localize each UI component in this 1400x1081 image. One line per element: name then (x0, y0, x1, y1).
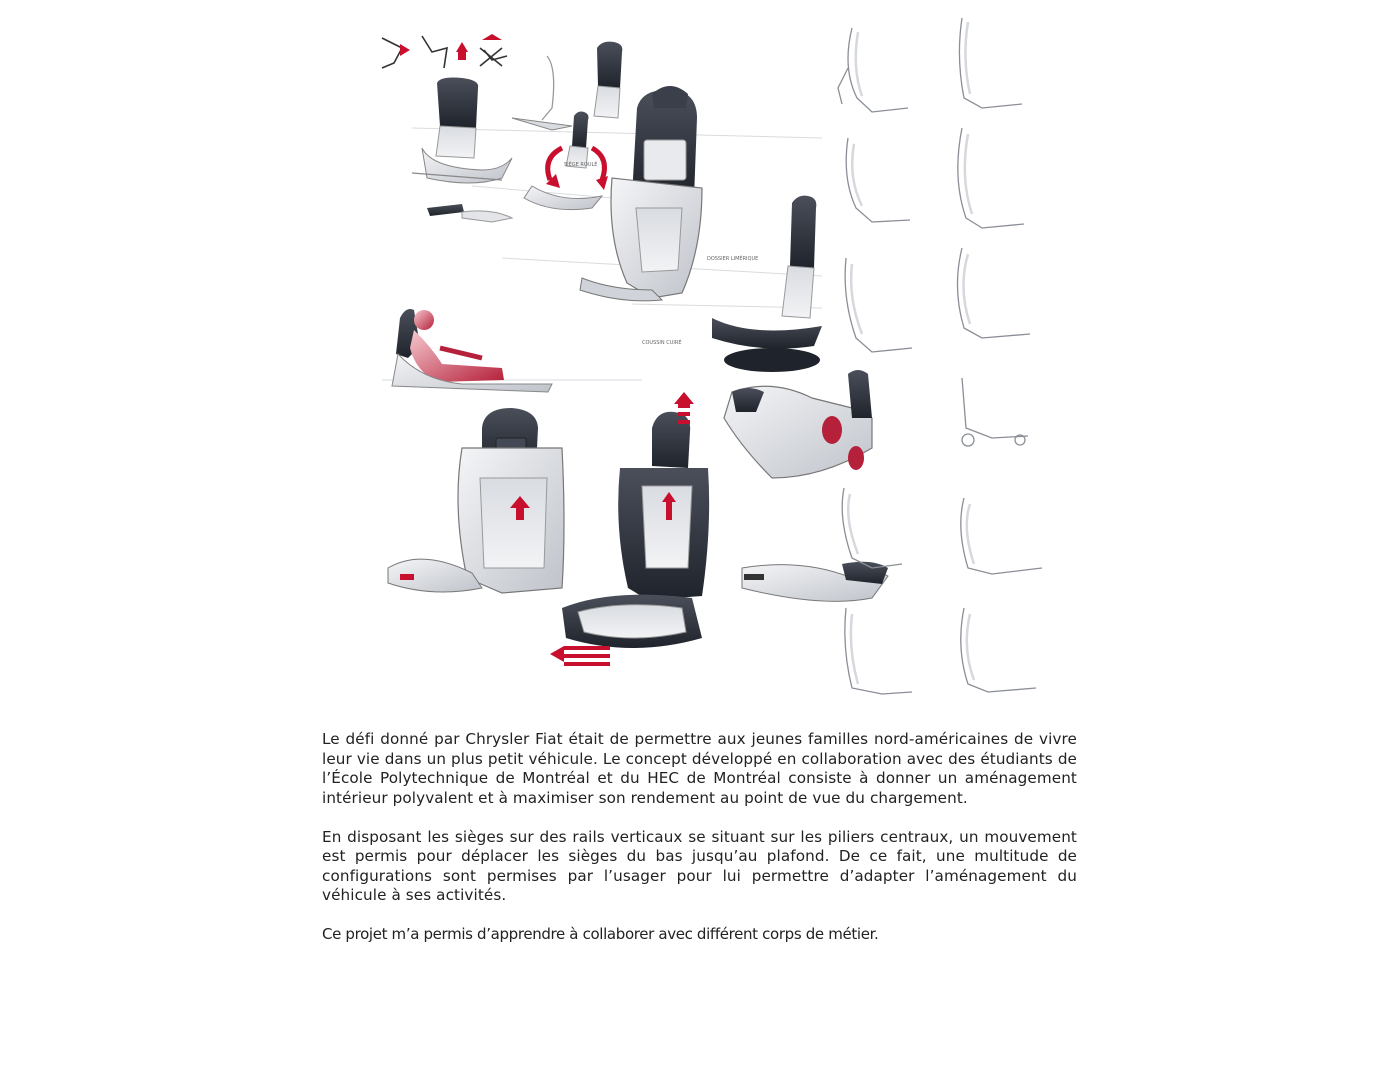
seat-sketch-tilted (724, 370, 872, 478)
project-description (322, 730, 1077, 945)
seat-sketch-small-2 (512, 42, 622, 130)
description-paragraph-2: En disposant les sièges sur des rails verticaux se situant sur les piliers centraux, un mouvement est permis pour déplacer les sièges du bas jusqu’au plafond. De ce fait, une multitude de configurations sont permises par l’usager pour lui permettre d’adapter l’aménagement du véhicule à ses activités. (322, 827, 1077, 904)
seat-sketch-large-center (580, 86, 758, 301)
description-paragraph-1: Le défi donné par Chrysler Fiat était de permettre aux jeunes familles nord-américaines de vivre leur vie dans un plus petit véhicule. Le concept développé en collaboration avec des étudiants de l’École Polytechnique de Montréal et du HEC de Montréal consiste à donner un aménagement intérieur polyvalent et à maximiser son rendement au point de vue du chargement. (322, 730, 1077, 807)
seat-sketch-reclined-right (742, 562, 888, 602)
svg-text:COUSSIN CUIRÉ: COUSSIN CUIRÉ (642, 340, 682, 346)
svg-text:SIÈGE ROULÉ: SIÈGE ROULÉ (564, 162, 598, 168)
pictogram-arrows (400, 34, 502, 60)
seat-part-sketches (427, 204, 512, 222)
seat-sketch-big-center (550, 392, 709, 666)
svg-text:DOSSIER LIMÉRIQUE: DOSSIER LIMÉRIQUE (707, 256, 759, 262)
description-paragraph-3: Ce projet m’a permis d’apprendre à collaborer avec différent corps de métier. (322, 925, 879, 943)
seat-concept-sketch-sheet (352, 8, 1058, 708)
seat-sketch-big-left (388, 408, 564, 593)
